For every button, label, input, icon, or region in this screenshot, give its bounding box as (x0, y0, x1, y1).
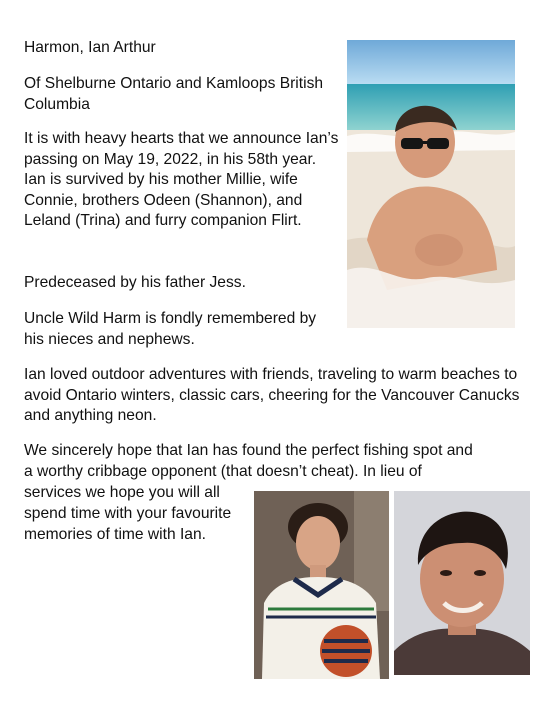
residence-text: Of Shelburne Ontario and Kamloops British Columbia (24, 75, 324, 113)
services-line-1: services we hope you will all (24, 484, 220, 501)
predeceased-text: Predeceased by his father Jess. (24, 274, 246, 291)
portrait-photo (394, 491, 530, 675)
jersey-photo-icon (254, 491, 389, 679)
loved-text: Ian loved outdoor adventures with friends, traveling to warm beaches to avoid Ontario winters, classic cars, cheering for the Vancouver Canucks and anything neon. (24, 366, 520, 424)
announcement-text: It is with heavy hearts that we announce Ian’s passing on May 19, 2022, in his 58th year. Ian is survived by his mother Millie, wife Connie, brothers Odeen (Shannon), and Leland (Trina) and furry companion Flirt. (24, 130, 339, 229)
beach-photo (347, 40, 515, 328)
services-line-2: spend time with your favourite (24, 505, 232, 522)
uncle-text: Uncle Wild Harm is fondly remembered by his nieces and nephews. (24, 310, 317, 348)
hope-line-1: We sincerely hope that Ian has found the perfect fishing spot and (24, 442, 473, 459)
jersey-photo (254, 491, 389, 679)
beach-photo-icon (347, 40, 515, 328)
deceased-name: Harmon, Ian Arthur (24, 39, 156, 56)
services-line-3: memories of time with Ian. (24, 526, 206, 543)
hope-line-2: a worthy cribbage opponent (that doesn’t cheat). In lieu of (24, 463, 422, 480)
portrait-photo-icon (394, 491, 530, 675)
